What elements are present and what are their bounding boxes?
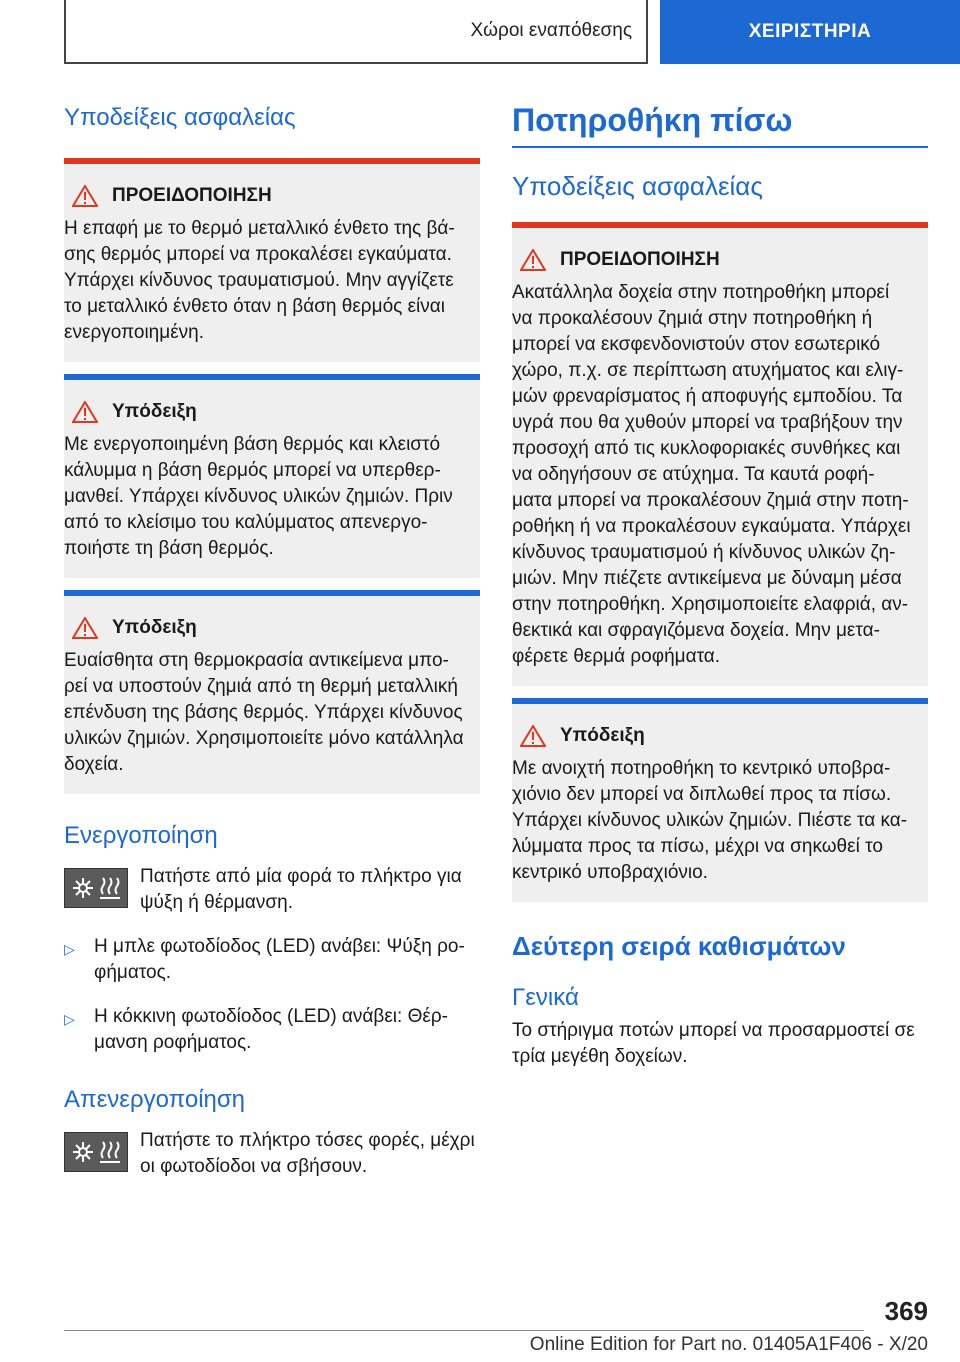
notice-box-left-1 <box>64 374 480 578</box>
cool-heat-button-icon <box>64 868 128 908</box>
header-section-title <box>64 0 648 64</box>
warning-triangle-icon <box>72 185 98 207</box>
text-line: Υπάρχει κίνδυνος τραυματισμού. Μην αγγίζετε <box>64 270 454 291</box>
text-line: Η μπλε φωτοδίοδος (LED) ανάβει: Ψύξη ρο- <box>94 936 465 957</box>
text-line: μανση ροφήματος. <box>94 1032 252 1053</box>
general-heading: Γενικά <box>512 984 579 1011</box>
warning-text <box>64 216 480 346</box>
warning-triangle-icon <box>520 249 546 271</box>
cool-heat-button-icon <box>64 1132 128 1172</box>
text-line: Υπάρχει κίνδυνος υλικών ζημιών. Πιέστε τα κα- <box>512 810 908 831</box>
notice-title-text: Υπόδειξη <box>112 617 197 638</box>
text-line: κάλυμμα η βάση θερμός μπορεί να υπερθερ- <box>64 460 441 481</box>
text-line: Ευαίσθητα στη θερμοκρασία αντικείμενα μπο- <box>64 650 449 671</box>
text-line: Με ενεργοποιημένη βάση θερμός και κλειστό <box>64 434 441 455</box>
text-line: Με ανοιχτή ποτηροθήκη το κεντρικό υποβρα- <box>512 758 891 779</box>
safety-heading-right: Υποδείξεις ασφαλείας <box>512 171 763 201</box>
text-line: ρεί να υποστούν ζημιά από τη θερμή μεταλλική <box>64 676 458 697</box>
notice-title <box>72 398 480 426</box>
snowflake-icon <box>71 876 95 900</box>
activation-heading: Ενεργοποίηση <box>64 822 218 849</box>
general-text <box>512 1018 928 1070</box>
activation-text <box>140 864 462 916</box>
text-line: από το κλείσιμο του καλύμματος απενεργο- <box>64 512 428 533</box>
notice-title <box>520 722 928 750</box>
safety-heading-left: Υποδείξεις ασφαλείας <box>64 104 296 131</box>
warning-title-text: ΠΡΟΕΙΔΟΠΟΙΗΣΗ <box>560 249 720 270</box>
deactivation-row <box>64 1128 480 1180</box>
text-line: οι φωτοδίοδοι να σβήσουν. <box>140 1156 368 1177</box>
page-number: 369 <box>884 1296 928 1326</box>
text-line: φήματος. <box>94 962 172 983</box>
bullet-text <box>94 934 465 986</box>
text-line: Πατήστε το πλήκτρο τόσες φορές, μέχρι <box>140 1130 475 1151</box>
text-line: μπορεί να εκσφενδονιστούν στον εσωτερικό <box>512 334 881 355</box>
text-line: να οδηγήσουν σε ατύχημα. Τα καυτά ροφή- <box>512 464 875 485</box>
text-line: κίνδυνος τραυματισμού ή κίνδυνος υλικών ζη- <box>512 542 896 563</box>
text-line: να προκαλέσουν ζημιά στην ποτηροθήκη ή <box>512 308 873 329</box>
text-line: θεκτικά και σφραγιζόμενα δοχεία. Μην μετα- <box>512 620 880 641</box>
text-line: ποιήστε τη βάση θερμός. <box>64 538 274 559</box>
text-line: επένδυση της βάσης θερμός. Υπάρχει κίνδυνος <box>64 702 463 723</box>
text-line: υγρά που θα χυθούν μπορεί να τραβήξουν την <box>512 412 903 433</box>
text-line: υλικών ζημιών. Χρησιμοποιείτε μόνο κατάλληλα <box>64 728 464 749</box>
text-line: Η επαφή με το θερμό μεταλλικό ένθετο της βά- <box>64 218 455 239</box>
warning-box-left <box>64 158 480 362</box>
warning-title <box>72 182 480 210</box>
text-line: μανθεί. Υπάρχει κίνδυνος υλικών ζημιών. Πριν <box>64 486 453 507</box>
text-line: τρία μεγέθη δοχείων. <box>512 1046 688 1067</box>
heat-waves-icon <box>99 1140 121 1164</box>
text-line: μιών. Μην πιέζετε αντικείμενα με δύναμη μέσα <box>512 568 902 589</box>
notice-title-text: Υπόδειξη <box>560 725 645 746</box>
list-item <box>64 934 480 986</box>
text-line: το μεταλλικό ένθετο όταν η βάση θερμός είναι <box>64 296 445 317</box>
notice-box-left-2 <box>64 590 480 794</box>
second-row-heading: Δεύτερη σειρά καθισμάτων <box>512 931 846 961</box>
activation-row <box>64 864 480 916</box>
warning-title <box>520 246 928 274</box>
footer-edition: Online Edition for Part no. 01405A1F406 - X/20 <box>529 1334 928 1355</box>
bullet-arrow-icon: ▷ <box>64 941 75 957</box>
text-line: φέρετε θερμά ροφήματα. <box>512 646 721 667</box>
text-line: προσοχή από τις κυκλοφοριακές συνθήκες και <box>512 438 901 459</box>
notice-text <box>64 648 480 778</box>
text-line: λύμματα προς τα πίσω, μέχρι να σηκωθεί το <box>512 836 883 857</box>
warning-box-right <box>512 222 928 686</box>
deactivation-heading: Απενεργοποίηση <box>64 1086 246 1113</box>
text-line: κεντρικό υποβραχιόνιο. <box>512 862 708 883</box>
notice-title <box>72 614 480 642</box>
text-line: Ακατάλληλα δοχεία στην ποτηροθήκη μπορεί <box>512 282 890 303</box>
deactivation-text <box>140 1128 475 1180</box>
text-line: δοχεία. <box>64 754 124 775</box>
warning-text <box>512 280 928 670</box>
notice-triangle-icon <box>72 617 98 639</box>
notice-triangle-icon <box>520 725 546 747</box>
text-line: ματα μπορεί να προκαλέσουν ζημιά στην ποτη- <box>512 490 909 511</box>
text-line: Η κόκκινη φωτοδίοδος (LED) ανάβει: Θέρ- <box>94 1006 448 1027</box>
section-label: Χώροι εναπόθεσης <box>470 20 632 41</box>
text-line: ενεργοποιημένη. <box>64 322 205 343</box>
text-line: Πατήστε από μία φορά το πλήκτρο για <box>140 866 462 887</box>
notice-triangle-icon <box>72 401 98 423</box>
text-line: σης θερμός μπορεί να προκαλέσει εγκαύματα. <box>64 244 452 265</box>
snowflake-icon <box>71 1140 95 1164</box>
bullet-arrow-icon: ▷ <box>64 1011 75 1027</box>
notice-text <box>512 756 928 886</box>
notice-text <box>64 432 480 562</box>
text-line: στην ποτηροθήκη. Χρησιμοποιείτε ελαφριά, αν- <box>512 594 909 615</box>
notice-box-right <box>512 698 928 902</box>
text-line: μών φρεναρίσματος ή αποφυγής εμποδίου. Τα <box>512 386 903 407</box>
right-column <box>512 96 928 1070</box>
text-line: ροθήκη ή να προκαλέσουν εγκαύματα. Υπάρχει <box>512 516 911 537</box>
page-title: Ποτηροθήκη πίσω <box>512 100 928 148</box>
left-column <box>64 96 480 1180</box>
notice-title-text: Υπόδειξη <box>112 401 197 422</box>
footer-divider <box>64 1330 864 1331</box>
header-chapter-tab[interactable] <box>660 0 960 64</box>
text-line: χώρο, π.χ. σε περίπτωση ατυχήματος και ελιγ- <box>512 360 904 381</box>
chapter-label: ΧΕΙΡΙΣΤΗΡΙΑ <box>748 21 872 42</box>
text-line: χιόνιο δεν μπορεί να διπλωθεί προς τα πίσω. <box>512 784 892 805</box>
text-line: ψύξη ή θέρμανση. <box>140 892 293 913</box>
warning-title-text: ΠΡΟΕΙΔΟΠΟΙΗΣΗ <box>112 185 272 206</box>
heat-waves-icon <box>99 876 121 900</box>
bullet-text <box>94 1004 448 1056</box>
text-line: Το στήριγμα ποτών μπορεί να προσαρμοστεί σε <box>512 1020 915 1041</box>
list-item <box>64 1004 480 1056</box>
